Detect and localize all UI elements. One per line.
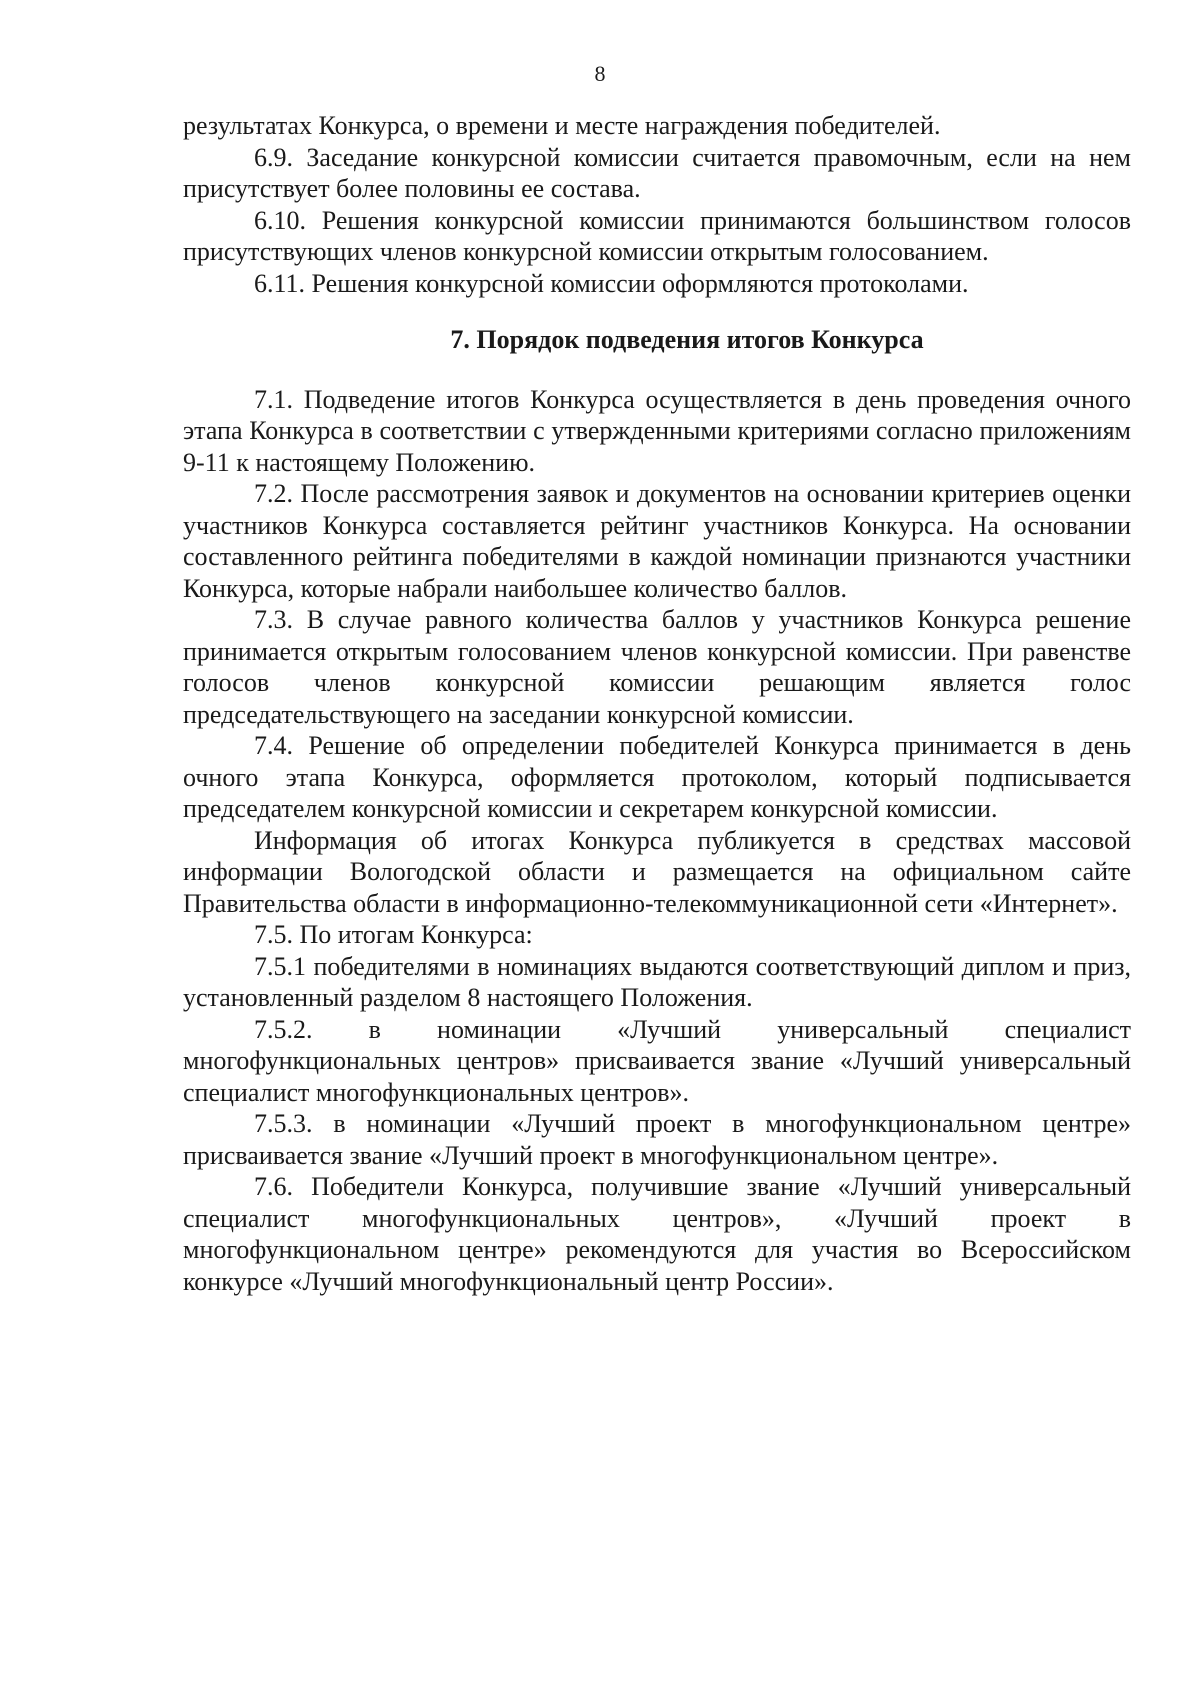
paragraph-7-1: 7.1. Подведение итогов Конкурса осуществляется в день проведения очного этапа Конкурса в соответствии с утвержденными критериями согласно приложениям 9-11 к настоящему Положению. [183, 384, 1131, 477]
paragraph-7-4: 7.4. Решение об определении победителей Конкурса принимается в день очного этапа Конкурса, оформляется протоколом, который подписывается председателем конкурсной комиссии и секретарем конкурсной комиссии. [183, 731, 1131, 823]
paragraph-7-5-2: 7.5.2. в номинации «Лучший универсальный специалист многофункциональных центров» присваивается звание «Лучший универсальный специалист многофункциональных центров». [183, 1014, 1131, 1107]
page-number: 8 [594, 61, 606, 86]
paragraph-7-2: 7.2. После рассмотрения заявок и документов на основании критериев оценки участников Конкурса составляется рейтинг участников Конкурса. На основании составленного рейтинга победителями в каждой номинации признаются участники Конкурса, которые набрали наибольшее количество баллов. [183, 479, 1131, 603]
paragraph-7-5: 7.5. По итогам Конкурса: [254, 920, 533, 949]
paragraph-7-6: 7.6. Победители Конкурса, получившие звание «Лучший универсальный специалист многофункциональных центров», «Лучший проект в многофункциональном центре» рекомендуются для участия во Всероссийском конкурсе «Лучший многофункциональный центр России». [183, 1172, 1131, 1296]
paragraph-results-info: Информация об итогах Конкурса публикуется в средствах массовой информации Вологодской области и размещается на официальном сайте Правительства области в информационно-телекоммуникационной сети «Интернет». [183, 825, 1131, 918]
paragraph-6-11: 6.11. Решения конкурсной комиссии оформляются протоколами. [254, 268, 969, 298]
paragraph-6-8-tail: результатах Конкурса, о времени и месте награждения победителей. [183, 111, 941, 140]
paragraph-6-9: 6.9. Заседание конкурсной комиссии считается правомочным, если на нем присутствует более половины ее состава. [183, 142, 1131, 203]
paragraph-6-10: 6.10. Решения конкурсной комиссии принимаются большинством голосов присутствующих членов конкурсной комиссии открытым голосованием. [183, 205, 1131, 266]
paragraph-7-5-1: 7.5.1 победителями в номинациях выдаются соответствующий диплом и приз, установленный разделом 8 настоящего Положения. [183, 951, 1131, 1012]
document-body [183, 110, 1131, 1297]
paragraph-7-3: 7.3. В случае равного количества баллов у участников Конкурса решение принимается открытым голосованием членов конкурсной комиссии. При равенстве голосов членов конкурсной комиссии решающим является голос председательствующего на заседании конкурсной комиссии. [183, 605, 1131, 729]
paragraph-7-5-3: 7.5.3. в номинации «Лучший проект в многофункциональном центре» присваивается звание «Лучший проект в многофункциональном центре». [183, 1109, 1131, 1170]
section-7-heading: 7. Порядок подведения итогов Конкурса [450, 325, 924, 354]
